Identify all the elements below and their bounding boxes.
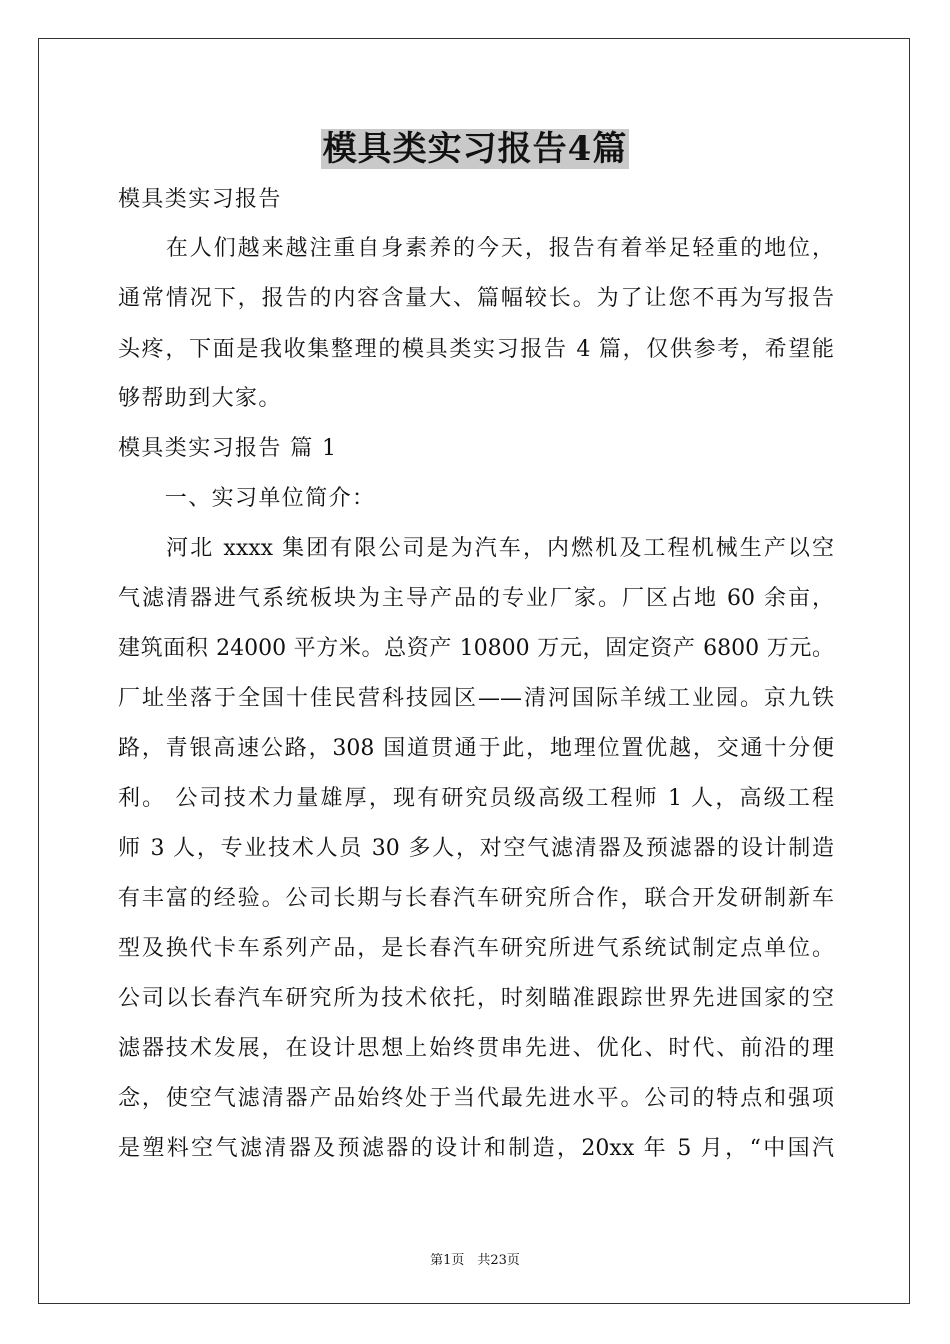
section-heading: 模具类实习报告 篇 1: [118, 436, 338, 461]
text-line: 有丰富的经验。公司长期与长春汽车研究所合作，联合开发研制新车: [118, 886, 834, 911]
text-line: 在人们越来越注重自身素养的今天，报告有着举足轻重的地位，: [118, 236, 834, 261]
text-line: 型及换代卡车系列产品，是长春汽车研究所进气系统试制定点单位。: [118, 936, 834, 961]
text-line: 够帮助到大家。: [118, 386, 282, 411]
text-line: 公司以长春汽车研究所为技术依托，时刻瞄准跟踪世界先进国家的空: [118, 986, 834, 1011]
subsection-heading: 一、实习单位简介：: [118, 486, 376, 511]
text-line: 河北 xxxx 集团有限公司是为汽车，内燃机及工程机械生产以空: [118, 536, 834, 561]
text-line: 头疼，下面是我收集整理的模具类实习报告 4 篇，仅供参考，希望能: [118, 337, 834, 362]
page-border: [38, 38, 910, 1304]
text-line: 厂址坐落于全国十佳民营科技园区——清河国际羊绒工业园。京九铁: [118, 686, 834, 711]
page-footer: 第1页 共23页: [430, 1253, 520, 1268]
text-line: 是塑料空气滤清器及预滤器的设计和制造，20xx 年 5 月，“中国汽: [118, 1136, 834, 1161]
text-line: 利。 公司技术力量雄厚，现有研究员级高级工程师 1 人，高级工程: [118, 786, 834, 811]
text-line: 建筑面积 24000 平方米。总资产 10800 万元，固定资产 6800 万元。: [118, 636, 834, 661]
document-title-wrap: [0, 126, 950, 172]
text-line: 师 3 人，专业技术人员 30 多人，对空气滤清器及预滤器的设计制造: [118, 836, 834, 861]
text-line: 路，青银高速公路，308 国道贯通于此，地理位置优越，交通十分便: [118, 736, 834, 761]
text-line: 滤器技术发展，在设计思想上始终贯串先进、优化、时代、前沿的理: [118, 1036, 834, 1061]
heading-line: 模具类实习报告: [118, 187, 282, 212]
text-line: 气滤清器进气系统板块为主导产品的专业厂家。厂区占地 60 余亩，: [118, 586, 834, 611]
text-line: 念，使空气滤清器产品始终处于当代最先进水平。公司的特点和强项: [118, 1086, 834, 1111]
document-title: 模具类实习报告4篇: [322, 129, 628, 169]
text-line: 通常情况下，报告的内容含量大、篇幅较长。为了让您不再为写报告: [118, 286, 834, 311]
